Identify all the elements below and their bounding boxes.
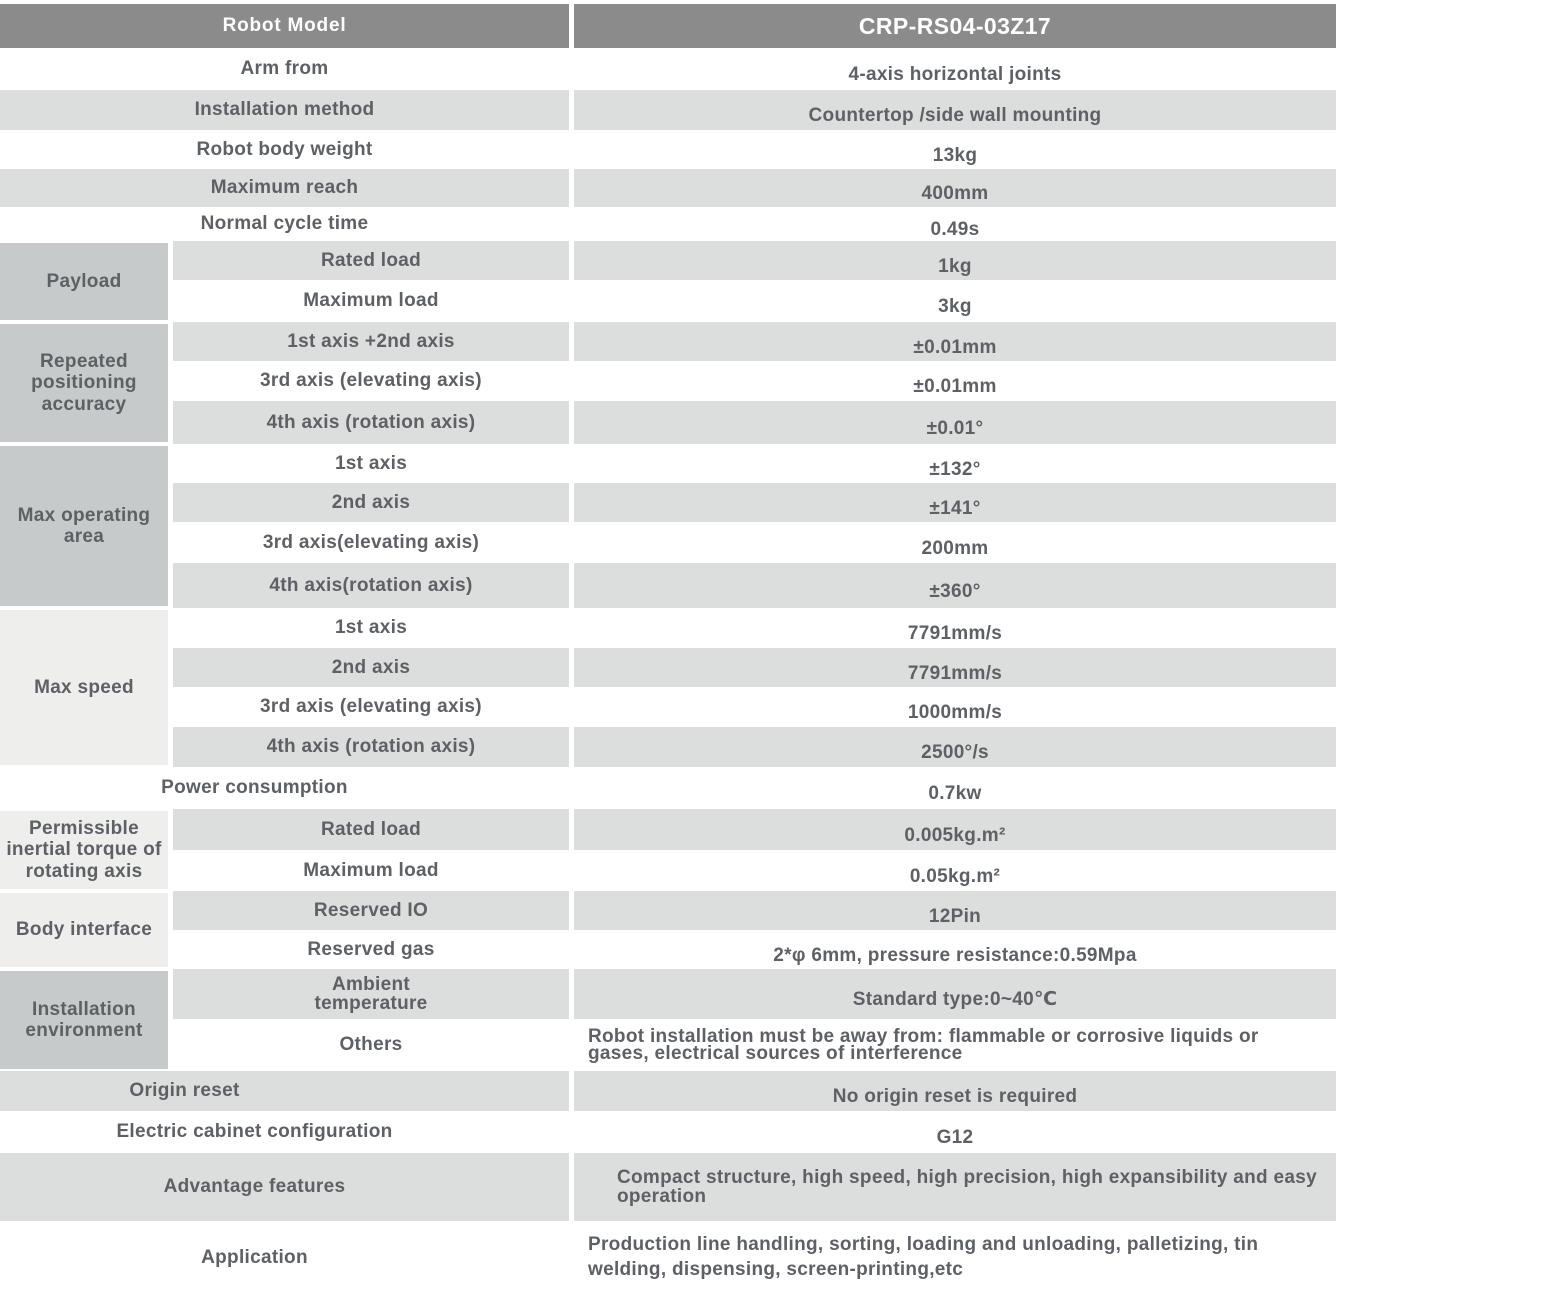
row-axis-3-elevating-value-text: ±0.01mm — [913, 376, 997, 398]
row-moa-2nd-axis-value-text: ±141° — [929, 497, 981, 519]
row-maximum-load-label — [173, 280, 569, 322]
row-ms-4th-axis-value — [574, 727, 1336, 767]
row-pit-maximum-load-value-text: 0.05kg.m² — [909, 865, 1001, 887]
group-payload-text: Payload — [46, 270, 122, 292]
row-ms-3rd-axis-label-text: 3rd axis (elevating axis) — [260, 696, 482, 718]
row-normal-cycle-time-value — [574, 207, 1336, 241]
row-reserved-io-value — [574, 891, 1336, 930]
row-moa-3rd-axis-label-text: 3rd axis(elevating axis) — [262, 531, 480, 553]
row-arm-from-value — [574, 48, 1336, 90]
row-rated-load-label — [173, 241, 569, 280]
row-axis-4-rotation-value-text: ±0.01° — [926, 417, 984, 439]
row-ms-2nd-axis-label-text: 2nd axis — [331, 656, 411, 678]
row-reserved-gas-value — [574, 930, 1336, 969]
row-origin-reset-value — [574, 1071, 1336, 1111]
group-payload — [0, 241, 168, 322]
row-axis-4-rotation-label-text: 4th axis (rotation axis) — [266, 411, 476, 433]
row-pit-maximum-load-value — [574, 850, 1336, 891]
row-advantage-features-value — [574, 1153, 1336, 1221]
row-advantage-features-label — [0, 1153, 569, 1221]
row-reserved-io-label — [173, 891, 569, 930]
header-robot-model-cell — [0, 4, 569, 48]
row-ms-4th-axis-label-text: 4th axis (rotation axis) — [266, 736, 476, 758]
group-body-interface-text: Body interface — [15, 919, 153, 941]
row-installation-method-label — [0, 90, 569, 130]
row-advantage-features-value-text: Compact structure, high speed, high precision, high expansibility and easy operation — [617, 1166, 1318, 1207]
row-ms-1st-axis-value-text: 7791mm/s — [907, 623, 1003, 645]
row-ms-3rd-axis-value — [574, 687, 1336, 727]
row-ms-3rd-axis-label — [173, 687, 569, 727]
row-pit-maximum-load-label — [173, 850, 569, 891]
group-max-operating-area-text: Max operating area — [17, 504, 151, 547]
row-ambient-temperature-label-text: Ambient temperature — [314, 974, 428, 1014]
row-pit-maximum-load-label-text: Maximum load — [303, 859, 439, 881]
row-arm-from-label — [0, 48, 569, 90]
row-moa-1st-axis-value-text: ±132° — [929, 458, 981, 480]
row-origin-reset-value-text: No origin reset is required — [832, 1086, 1078, 1108]
row-axis-4-rotation-value — [574, 401, 1336, 444]
group-permissible-inertial-torque — [0, 809, 168, 891]
row-moa-3rd-axis-label — [173, 522, 569, 563]
row-axis-1-2-value-text: ±0.01mm — [913, 336, 997, 358]
group-installation-environment — [0, 969, 168, 1071]
header-robot-model-cell-text: Robot Model — [222, 15, 347, 36]
row-maximum-reach-value-text: 400mm — [921, 183, 989, 205]
row-normal-cycle-time-label-text: Normal cycle time — [200, 213, 369, 235]
row-electric-cabinet-configuration-label — [0, 1111, 569, 1153]
row-pit-rated-load-value — [574, 809, 1336, 850]
row-advantage-features-label-text: Advantage features — [163, 1176, 346, 1198]
row-ms-1st-axis-value — [574, 608, 1336, 648]
row-robot-body-weight-label — [0, 130, 569, 169]
row-reserved-gas-label-text: Reserved gas — [307, 938, 435, 960]
group-max-speed — [0, 608, 168, 767]
row-robot-body-weight-label-text: Robot body weight — [196, 138, 373, 160]
row-pit-rated-load-label — [173, 809, 569, 850]
row-electric-cabinet-configuration-value-text: G12 — [936, 1127, 974, 1149]
row-installation-method-value — [574, 90, 1336, 130]
row-ms-2nd-axis-label — [173, 648, 569, 687]
row-power-consumption-value — [574, 767, 1336, 809]
row-axis-1-2-label — [173, 322, 569, 361]
row-application-value — [574, 1221, 1336, 1295]
row-arm-from-label-text: Arm from — [240, 58, 329, 80]
row-maximum-reach-label — [0, 169, 569, 207]
row-moa-3rd-axis-value-text: 200mm — [921, 537, 989, 559]
row-axis-3-elevating-label — [173, 361, 569, 401]
row-moa-1st-axis-label — [173, 444, 569, 483]
row-moa-4th-axis-label-text: 4th axis(rotation axis) — [269, 574, 473, 596]
row-pit-rated-load-label-text: Rated load — [320, 818, 422, 840]
row-moa-2nd-axis-label — [173, 483, 569, 522]
row-others-value-text: Robot installation must be away from: flammable or corrosive liquids or gases, electrical sources of interference — [588, 1025, 1259, 1064]
group-body-interface — [0, 891, 168, 969]
row-reserved-io-value-text: 12Pin — [928, 905, 982, 927]
row-others-value — [574, 1019, 1336, 1071]
header-model-number-cell-text: CRP-RS04-03Z17 — [858, 12, 1052, 39]
group-installation-environment-text: Installation environment — [25, 998, 143, 1041]
row-ms-2nd-axis-value-text: 7791mm/s — [907, 662, 1003, 684]
group-repeated-positioning-accuracy-text: Repeated positioning accuracy — [31, 351, 137, 415]
row-maximum-load-value — [574, 280, 1336, 322]
row-pit-rated-load-value-text: 0.005kg.m² — [904, 824, 1006, 846]
row-ms-1st-axis-label-text: 1st axis — [334, 617, 408, 639]
row-moa-2nd-axis-label-text: 2nd axis — [331, 491, 411, 513]
row-ambient-temperature-label — [173, 969, 569, 1019]
group-max-speed-text: Max speed — [34, 676, 134, 698]
group-permissible-inertial-torque-text: Permissible inertial torque of rotating axis — [6, 818, 162, 882]
group-repeated-positioning-accuracy — [0, 322, 168, 444]
row-axis-3-elevating-label-text: 3rd axis (elevating axis) — [260, 370, 482, 392]
row-application-label — [0, 1221, 569, 1295]
group-max-operating-area — [0, 444, 168, 608]
row-electric-cabinet-configuration-label-text: Electric cabinet configuration — [116, 1121, 393, 1143]
row-rated-load-value-text: 1kg — [938, 255, 972, 277]
row-reserved-gas-label — [173, 930, 569, 969]
row-application-value-text: Production line handling, sorting, loading and unloading, palletizing, tin welding, dispensing, screen-printing,etc — [588, 1234, 1259, 1280]
row-power-consumption-label — [0, 767, 569, 809]
row-maximum-load-value-text: 3kg — [938, 296, 972, 318]
spec-table — [0, 4, 1336, 1295]
row-moa-1st-axis-value — [574, 444, 1336, 483]
row-maximum-reach-label-text: Maximum reach — [210, 177, 359, 199]
row-moa-4th-axis-value-text: ±360° — [929, 580, 981, 602]
row-origin-reset-label-text: Origin reset — [129, 1080, 240, 1102]
row-moa-2nd-axis-value — [574, 483, 1336, 522]
row-power-consumption-label-text: Power consumption — [161, 777, 348, 799]
row-moa-1st-axis-label-text: 1st axis — [334, 452, 408, 474]
row-ms-3rd-axis-value-text: 1000mm/s — [907, 702, 1003, 724]
row-installation-method-value-text: Countertop /side wall mounting — [808, 105, 1102, 127]
row-ambient-temperature-value — [574, 969, 1336, 1019]
row-rated-load-label-text: Rated load — [320, 249, 422, 271]
row-axis-1-2-label-text: 1st axis +2nd axis — [287, 330, 455, 352]
row-maximum-load-label-text: Maximum load — [303, 290, 439, 312]
row-origin-reset-label — [0, 1071, 569, 1111]
row-application-label-text: Application — [201, 1247, 308, 1269]
row-robot-body-weight-value-text: 13kg — [932, 144, 978, 166]
row-normal-cycle-time-label — [0, 207, 569, 241]
row-robot-body-weight-value — [574, 130, 1336, 169]
header-model-number-cell — [574, 4, 1336, 48]
row-axis-1-2-value — [574, 322, 1336, 361]
row-axis-3-elevating-value — [574, 361, 1336, 401]
row-ambient-temperature-value-text: Standard type:0~40℃ — [852, 989, 1058, 1011]
row-ms-1st-axis-label — [173, 608, 569, 648]
row-ms-4th-axis-label — [173, 727, 569, 767]
row-maximum-reach-value — [574, 169, 1336, 207]
row-moa-4th-axis-label — [173, 563, 569, 608]
row-power-consumption-value-text: 0.7kw — [928, 783, 982, 805]
row-installation-method-label-text: Installation method — [194, 99, 375, 121]
row-ms-4th-axis-value-text: 2500°/s — [921, 742, 989, 764]
row-normal-cycle-time-value-text: 0.49s — [930, 219, 980, 241]
row-ms-2nd-axis-value — [574, 648, 1336, 687]
row-electric-cabinet-configuration-value — [574, 1111, 1336, 1153]
row-moa-3rd-axis-value — [574, 522, 1336, 563]
row-axis-4-rotation-label — [173, 401, 569, 444]
row-moa-4th-axis-value — [574, 563, 1336, 608]
row-reserved-io-label-text: Reserved IO — [313, 899, 429, 921]
row-reserved-gas-value-text: 2*φ 6mm, pressure resistance:0.59Mpa — [773, 944, 1137, 966]
row-rated-load-value — [574, 241, 1336, 280]
row-arm-from-value-text: 4-axis horizontal joints — [848, 64, 1062, 86]
row-others-label — [173, 1019, 569, 1071]
row-others-label-text: Others — [339, 1034, 403, 1056]
